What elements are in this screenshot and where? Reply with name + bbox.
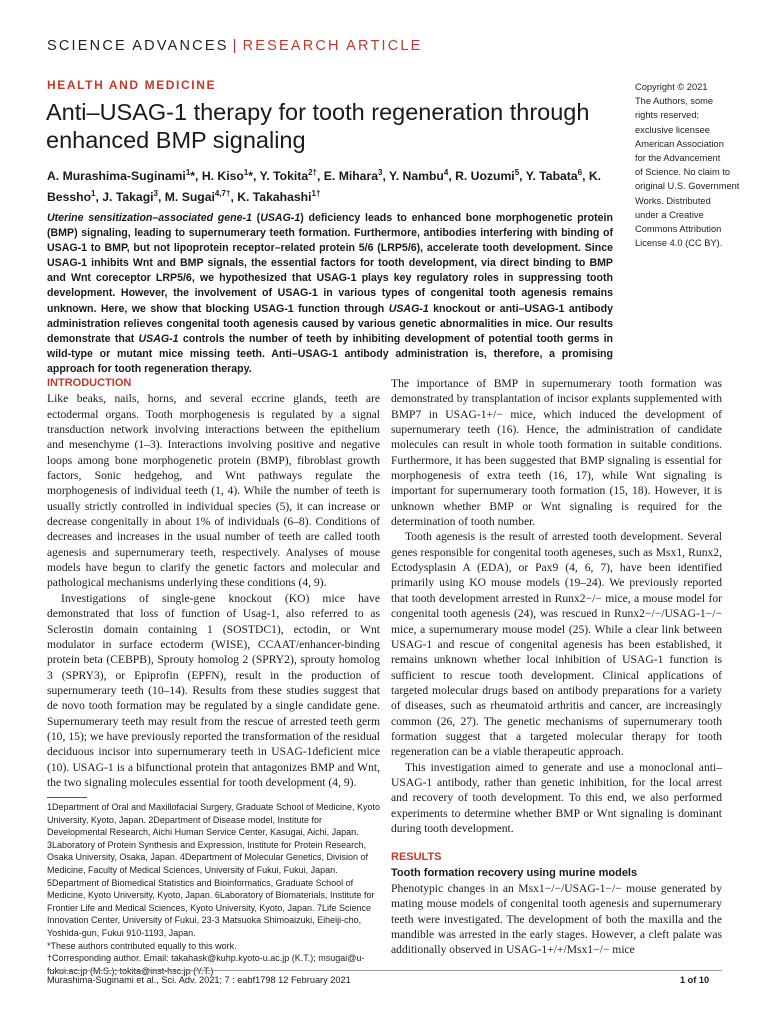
- author-name: K. Bessho: [47, 169, 602, 205]
- copyright-line: for the Advancement: [635, 153, 721, 164]
- copyright-line: exclusive licensee: [635, 124, 710, 135]
- section-tag: HEALTH AND MEDICINE: [47, 78, 217, 92]
- copyright-line: under a Creative: [635, 209, 704, 220]
- footnotes: [47, 801, 380, 977]
- author-affiliation-marker: 4: [443, 168, 449, 177]
- copyright-line: The Authors, some: [635, 96, 714, 107]
- author-affiliation-marker: 2†: [308, 168, 318, 177]
- author-name: Y. Tokita: [259, 169, 309, 184]
- copyright-line: rights reserved;: [635, 110, 700, 121]
- subsection-heading: Tooth formation recovery using murine models: [391, 866, 638, 879]
- equal-contribution-note: *These authors contributed equally to this work.: [47, 940, 237, 951]
- journal-name: SCIENCE ADVANCES: [47, 38, 229, 54]
- author-affiliation-marker: 1: [185, 168, 191, 177]
- article-type: RESEARCH ARTICLE: [242, 38, 423, 54]
- abstract-gene-name: Uterine sensitization–associated gene-1: [47, 212, 252, 224]
- corresponding-author-note: †Corresponding author. Email: takahask@kuhp.kyoto-u.ac.jp (K.T.); msugai@u-fukui.ac.jp (M.S.); tokita@inst-hsc.jp (Y.T.): [47, 953, 365, 976]
- author-affiliation-marker: 1†: [311, 189, 321, 199]
- paragraph: Investigations of single-gene knockout (KO) mice have demonstrated that loss of function of Usag-1, also referred to as Sclerostin domain containing 1 (SOSTDC1), ectodin, or Wnt modulator in surface ectoderm (WISE), CCAAT/enhancer-binding protein beta (CEBPB), Sprouty homolog 2 (SPRY2), sprouty homolog 3 (SPRY3), or Epiprofin (EPFN), result in the production of supernumerary teeth (10–14). Results from these studies suggest that de novo tooth formation may be regulated by a single candidate gene. Supernumerary teeth may result from the rescue of arrested teeth germ (10, 15); we have previously reported the transformation of the residual deciduous incisor into supernumerary teeth in USAG-1deficient mice (10). USAG-1 is a bifunctional protein that antagonizes BMP and Wnt, the two signaling molecules essential for tooth development (4, 9).: [47, 591, 380, 789]
- affiliations: 1Department of Oral and Maxillofacial Surgery, Graduate School of Medicine, Kyoto University, Kyoto, Japan. 2Department of Disease model, Institute for Developmental Research, Aichi Human Service Center, Kasugai, Aichi, Japan. 3Laboratory of Protein Synthesis and Expression, Institute for Protein Research, Osaka University, Osaka, Japan. 4Department of Molecular Genetics, Division of Medicine, Faculty of Medical Sciences, University of Fukui, Fukui, Japan. 5Department of Biomedical Statistics and Bioinformatics, Graduate School of Medicine, Kyoto University, Kyoto, Japan. 6Laboratory of Biomaterials, Institute for Frontier Life and Medical Sciences, Kyoto University, Kyoto, Japan. 7Life Science Innovation Center, University of Fukui, 23-3 Matsuoka Shimoaizuki, Eiheiji-cho, Yoshida-gun, Fukui 910-1193, Japan.: [47, 802, 380, 938]
- paragraph: Phenotypic changes in an Msx1−/−/USAG-1−/− mouse generated by mating mouse models of congenital tooth agenesis and supernumerary teeth were investigated. The development of both the maxilla and the mandible was arrested in the early stages. However, a cleft palate was additionally observed in USAG-1+/+/Msx1−/− mice: [391, 882, 722, 957]
- author-name: M. Sugai: [164, 190, 215, 205]
- author-name: R. Uozumi: [455, 169, 515, 184]
- article-title: Anti–USAG-1 therapy for tooth regeneration through enhanced BMP signaling: [46, 99, 590, 153]
- paragraph: Tooth agenesis is the result of arrested tooth development. Several genes responsible for congenital tooth ageneses, such as Msx1, Runx2, Ectodysplasin A (EDA), or Pax9 (4, 6, 7), have been identified primarily using KO mouse models (19–24). We previously reported that tooth development arrested in Runx2−/− mice, a mouse model for congenital tooth agenesis (24), was rescued in Runx2−/−/USAG-1−/− mice, a supernumerary mouse model (25). While a clear link between USAG-1 and rescue of congenital agenesis has been established, it remains unknown whether local inhibition of USAG-1 function is sufficient to rescue tooth development. Clinical applications of targeted molecular drugs based on antibody preparations for a variety of diseases, such as rheumatoid arthritis and cancer, are increasingly common (26, 27). The genetic mechanisms of supernumerary tooth formation suggest that a targeted molecular therapy for tooth regeneration can be a viable therapeutic approach.: [391, 530, 722, 759]
- section-heading-introduction: INTRODUCTION: [47, 377, 132, 389]
- author-affiliation-marker: 3: [153, 189, 158, 199]
- page-number: 1 of 10: [680, 975, 710, 985]
- footnote-divider: [47, 797, 87, 798]
- citation-footer: Murashima-Suginami et al., Sci. Adv. 2021; 7 : eabf1798 12 February 2021: [47, 975, 351, 985]
- author-name: J. Takagi: [102, 190, 154, 205]
- author-name: Y. Tabata: [525, 169, 578, 184]
- author-affiliation-marker: 4,7†: [214, 189, 231, 199]
- author-affiliation-marker: 3: [377, 168, 383, 177]
- copyright-line: License 4.0 (CC BY).: [635, 238, 723, 249]
- section-heading-results: RESULTS: [391, 851, 442, 864]
- paragraph: Like beaks, nails, horns, and several eccrine glands, teeth are ectodermal organs. Tooth morphogenesis is regulated by a signal transduction network involving interactions between the epithelium and mesenchyme (1–3). Interactions involving positive and negative loops among bone morphogenetic protein (BMP), fibroblast growth factors, Sonic hedgehog, and Wnt pathways regulate the morphogenesis of individual teeth (1, 4). While the number of teeth is usually strictly controlled in individual species (5), it can increase or decrease congenitally in about 1% of individuals (6–8). Conditions of decreases and increases in the usual number of teeth are called tooth agenesis and supernumerary teeth, respectively. Analyses of mouse models have begun to clarify the genetic factors and molecular and pathological mechanisms underlying these conditions (4, 9).: [47, 392, 380, 590]
- journal-header: [47, 38, 423, 54]
- body-column-left: [47, 376, 380, 790]
- copyright-line: of Science. No claim to: [635, 167, 731, 178]
- copyright-line: Copyright © 2021: [635, 82, 708, 92]
- author-name: K. Takahashi: [237, 190, 312, 205]
- paragraph: The importance of BMP in supernumerary tooth formation was demonstrated by transplantation of incisor explants supplemented with BMP7 in USAG-1+/− mice, which induced the development of supernumerary teeth (16). Hence, the administration of candidate molecules can result in whole tooth formation in suitable conditions. Furthermore, it has been suggested that BMP signaling is essential for morphogenesis of extra teeth (16, 17), while Wnt signaling is important for supernumerary tooth formation (15, 18). However, it is unknown whether BMP or Wnt signaling is required for the determination of tooth number.: [391, 377, 722, 529]
- author-affiliation-marker: 1: [243, 168, 249, 177]
- copyright-line: American Association: [635, 138, 724, 149]
- author-affiliation-marker: 1: [91, 189, 96, 199]
- footer-divider: [47, 970, 722, 971]
- author-name: H. Kiso: [201, 169, 244, 184]
- copyright-line: Works. Distributed: [635, 195, 711, 206]
- copyright-line: Commons Attribution: [635, 224, 722, 235]
- author-name: A. Murashima-Suginami: [47, 169, 186, 184]
- copyright-notice: [635, 80, 745, 250]
- header-separator: |: [232, 38, 239, 54]
- copyright-line: original U.S. Government: [635, 181, 740, 192]
- paragraph: This investigation aimed to generate and use a monoclonal anti–USAG-1 antibody, rather than genetic inhibition, for the local arrest and recovery of tooth development. To this end, we also performed experiments to determine whether BMP or Wnt signaling is dominant during tooth development.: [391, 760, 722, 835]
- author-affiliation-marker: 6: [577, 168, 583, 177]
- body-column-right: [391, 376, 722, 958]
- author-affiliation-marker: 5: [514, 168, 520, 177]
- author-name: E. Mihara: [323, 169, 378, 184]
- author-list: A. Murashima-Suginami$^1$*, H. Kiso$^1$*, Y. Tokita$^{2\dagger}$, E. Mihara$^3$, Y. Nambu$^4$, R. Uozumi$^5$, Y. Tabata$^6$, K. Bessho$^1$, J. Takagi$^3$, M. Sugai$^{4,7\dagger}$, K. Takahashi$^{1\dagger}$: [47, 168, 602, 205]
- author-name: Y. Nambu: [389, 169, 444, 184]
- abstract: Uterine sensitization–associated gene-1 (USAG-1) deficiency leads to enhanced bone morphogenetic protein (BMP) signaling, leading to supernumerary teeth formation. Furthermore, antibodies interfering with binding of USAG-1 to BMP, but not lipoprotein receptor–related protein 5/6 (LRP5/6), accelerate tooth development. Since USAG-1 inhibits Wnt and BMP signals, the essential factors for tooth development, via direct binding to BMP and Wnt coreceptor LRP5/6, we hypothesized that USAG-1 plays key regulatory roles in suppressing tooth development. However, the involvement of USAG-1 in various types of congenital tooth agenesis remains unknown. Here, we show that blocking USAG-1 function through USAG-1 knockout or anti–USAG-1 antibody administration relieves congenital tooth agenesis caused by various genetic abnormalities in mice. Our results demonstrate that USAG-1 controls the number of teeth by inhibiting development of potential tooth germs in wild-type or mutant mice missing teeth. Anti–USAG-1 antibody administration is, therefore, a promising approach for tooth regeneration therapy.: [47, 212, 613, 375]
